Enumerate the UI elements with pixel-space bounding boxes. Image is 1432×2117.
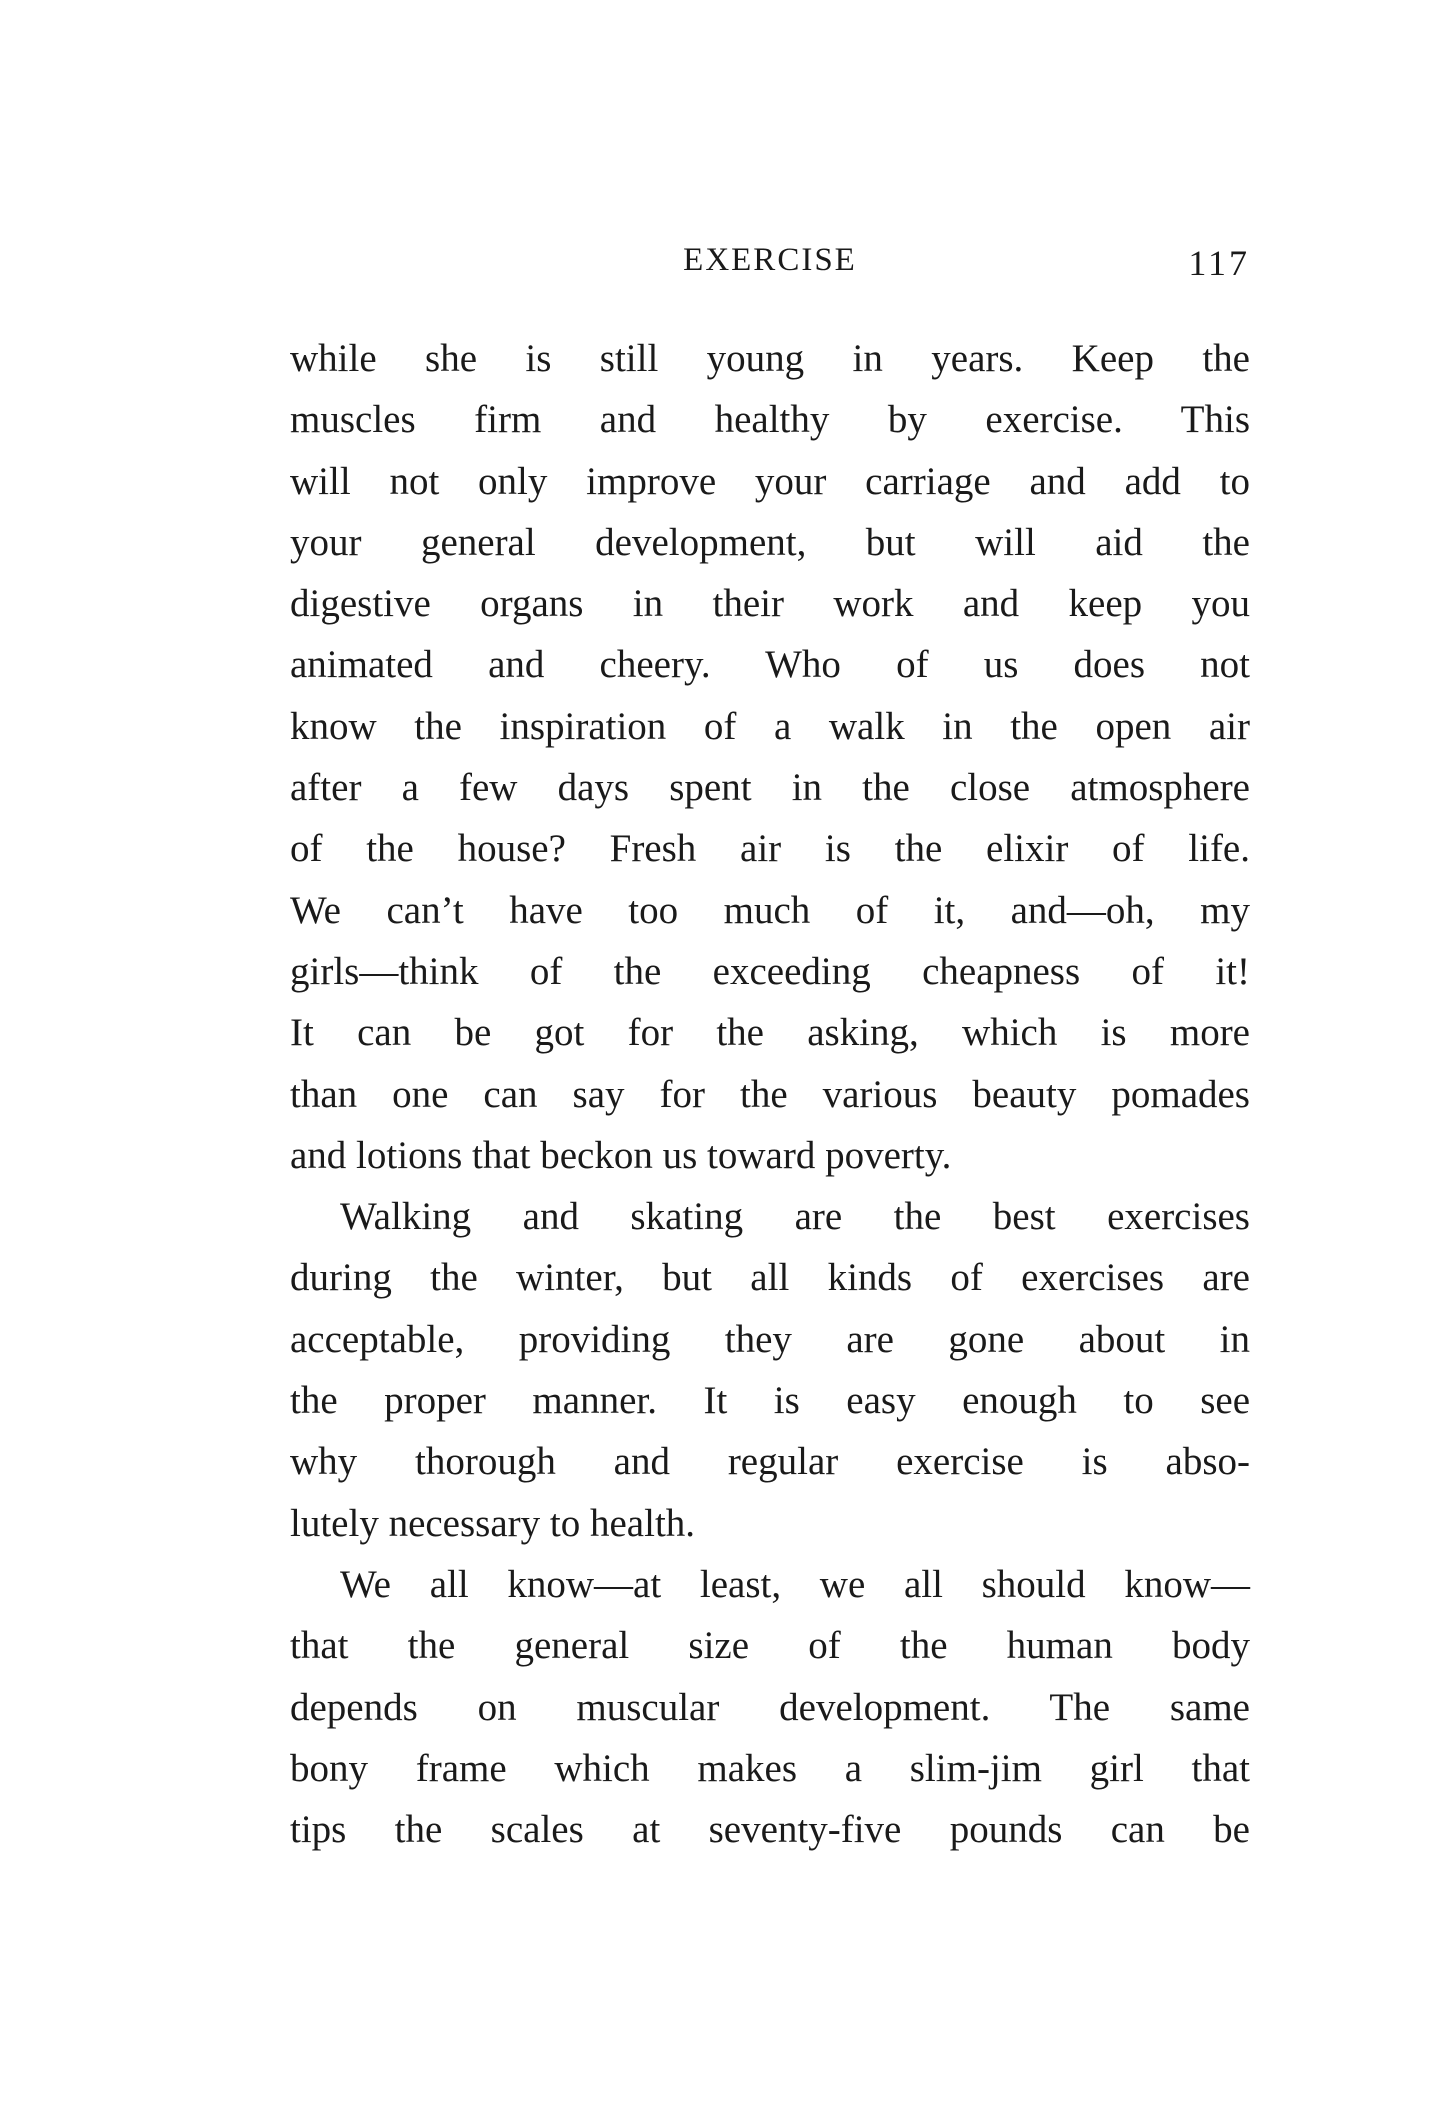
text-line: why thorough and regular exercise is abso- (290, 1440, 1250, 1484)
body-text (290, 328, 1250, 1860)
paragraph-2 (290, 1186, 1250, 1554)
text-line: acceptable, providing they are gone about in (290, 1317, 1250, 1361)
text-line: and lotions that beckon us toward poverty. (290, 1133, 952, 1177)
text-line: depends on muscular development. The same (290, 1685, 1250, 1729)
text-line: muscles firm and healthy by exercise. This (290, 398, 1250, 442)
text-line: Walking and skating are the best exercises (340, 1195, 1250, 1239)
text-line: of the house? Fresh air is the elixir of life. (290, 827, 1250, 871)
text-line: than one can say for the various beauty pomades (290, 1072, 1250, 1116)
text-line: know the inspiration of a walk in the open air (290, 704, 1250, 748)
text-line: animated and cheery. Who of us does not (290, 643, 1250, 687)
chapter-title: EXERCISE (683, 242, 857, 278)
text-line: tips the scales at seventy-five pounds can be (290, 1808, 1250, 1852)
text-line: your general development, but will aid the (290, 520, 1250, 564)
paragraph-1 (290, 328, 1250, 1186)
text-line: girls—think of the exceeding cheapness of it! (290, 949, 1250, 993)
text-line: digestive organs in their work and keep you (290, 582, 1250, 626)
text-line: We can’t have too much of it, and—oh, my (290, 888, 1250, 932)
text-line: while she is still young in years. Keep the (290, 337, 1250, 380)
text-line: bony frame which makes a slim-jim girl that (290, 1746, 1250, 1790)
text-line: will not only improve your carriage and add to (290, 459, 1250, 503)
text-line: the proper manner. It is easy enough to see (290, 1379, 1250, 1423)
text-line: lutely necessary to health. (290, 1501, 696, 1545)
text-line: It can be got for the asking, which is more (290, 1011, 1250, 1055)
running-head (290, 242, 1250, 288)
text-line: during the winter, but all kinds of exercises are (290, 1256, 1250, 1300)
text-line: that the general size of the human body (290, 1624, 1250, 1668)
text-line: after a few days spent in the close atmosphere (290, 766, 1250, 810)
text-line: We all know—at least, we all should know— (340, 1562, 1250, 1606)
page-number: 117 (1188, 243, 1250, 283)
paragraph-3 (290, 1554, 1250, 1860)
